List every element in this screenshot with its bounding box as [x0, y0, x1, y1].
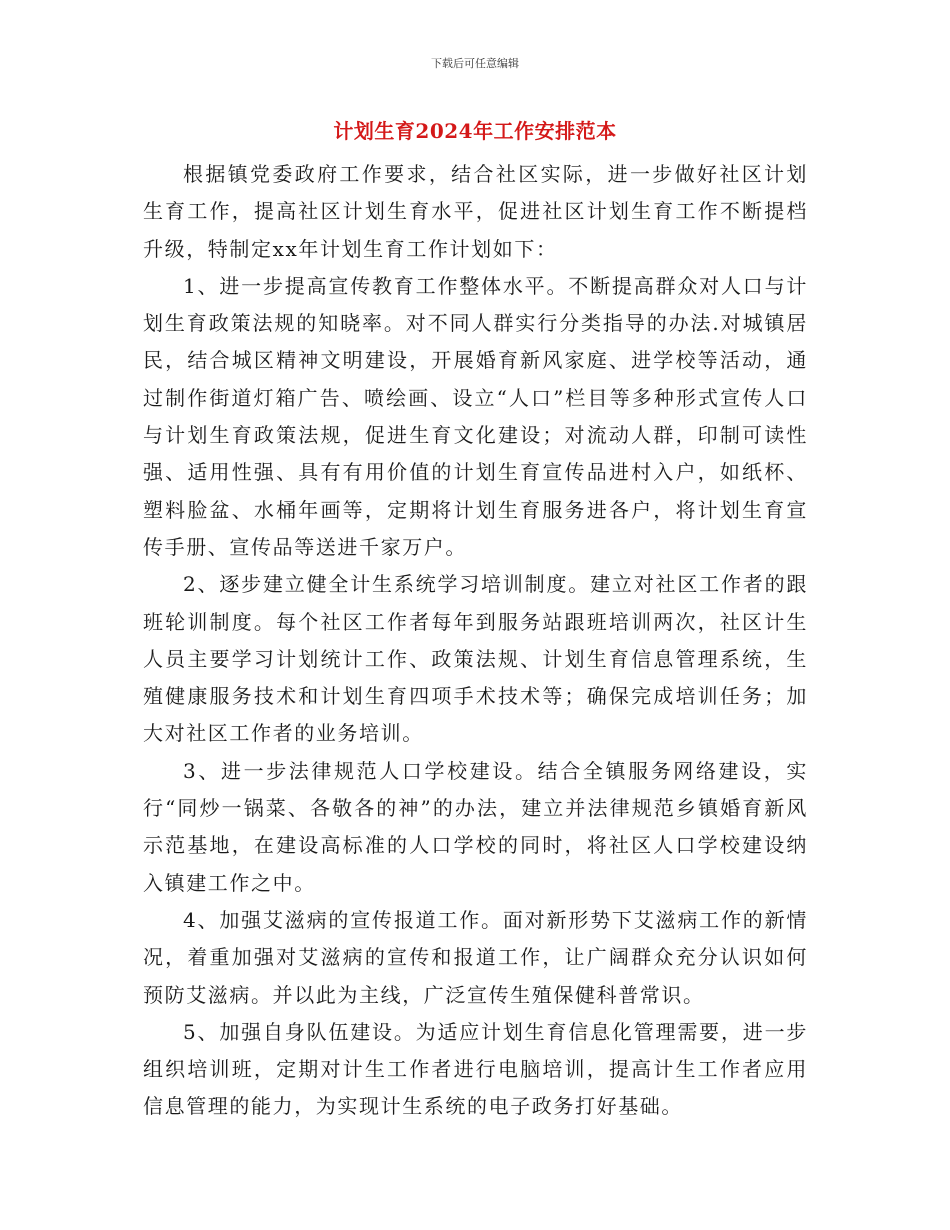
document-title: 计划生育2024年工作安排范本	[333, 119, 617, 143]
intro-paragraph: 根据镇党委政府工作要求，结合社区实际，进一步做好社区计划生育工作，提高社区计划生育水平，促进社区计划生育工作不断提档升级，特制定xx年计划生育工作计划如下：	[143, 162, 808, 261]
item-2-paragraph: 2、逐步建立健全计生系统学习培训制度。建立对社区工作者的跟班轮训制度。每个社区工作者每年到服务站跟班培训两次，社区计生人员主要学习计划统计工作、政策法规、计划生育信息管理系统，生殖健康服务技术和计划生育四项手术技术等；确保完成培训任务；加大对社区工作者的业务培训。	[143, 572, 808, 746]
item-4-paragraph: 4、加强艾滋病的宣传报道工作。面对新形势下艾滋病工作的新情况，着重加强对艾滋病的宣传和报道工作，让广阔群众充分认识如何预防艾滋病。并以此为主线，广泛宣传生殖保健科普常识。	[143, 907, 808, 1007]
item-5-paragraph: 5、加强自身队伍建设。为适应计划生育信息化管理需要，进一步组织培训班，定期对计生工作者进行电脑培训，提高计生工作者应用信息管理的能力，为实现计生系统的电子政务打好基础。	[143, 1019, 808, 1119]
item-3-paragraph: 3、进一步法律规范人口学校建设。结合全镇服务网络建设，实行“同炒一锅菜、各敬各的神”的办法，建立并法律规范乡镇婚育新风示范基地，在建设高标准的人口学校的同时，将社区人口学校建设纳入镇建工作之中。	[143, 758, 808, 895]
item-1-paragraph: 1、进一步提高宣传教育工作整体水平。不断提高群众对人口与计划生育政策法规的知晓率。对不同人群实行分类指导的办法.对城镇居民，结合城区精神文明建设，开展婚育新风家庭、进学校等活动，通过制作街道灯箱广告、喷绘画、设立“人口”栏目等多种形式宣传人口与计划生育政策法规，促进生育文化建设；对流动人群，印制可读性强、适用性强、具有有用价值的计划生育宣传品进村入户，如纸杯、塑料脸盆、水桶年画等，定期将计划生育服务进各户，将计划生育宣传手册、宣传品等送进千家万户。	[143, 273, 808, 559]
document-body	[143, 156, 808, 1126]
header-note: 下载后可任意编辑	[431, 57, 519, 70]
